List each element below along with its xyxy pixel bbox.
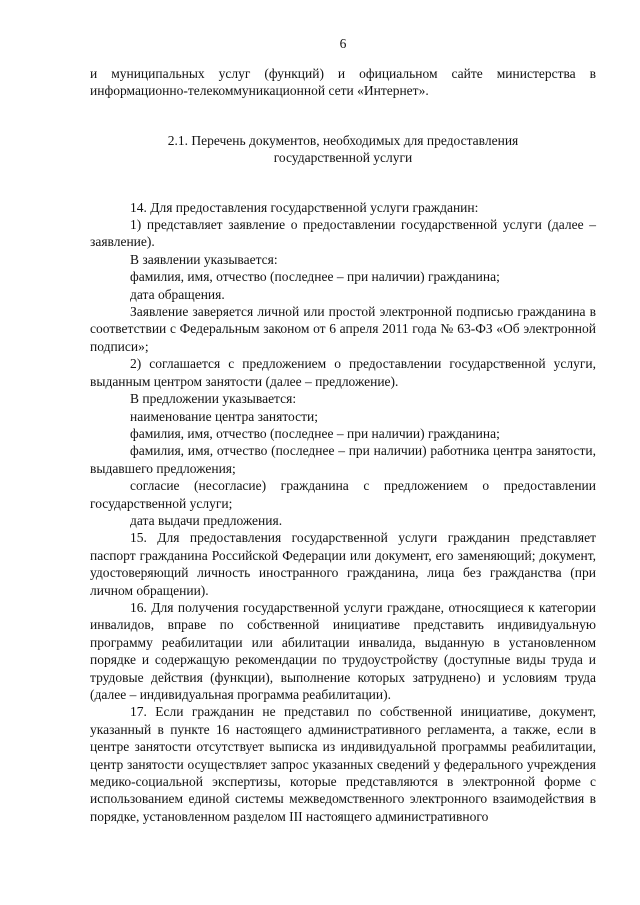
document-page	[90, 0, 596, 905]
paragraph-14: 14. Для предоставления государственной услуги гражданин:	[130, 199, 479, 215]
paragraph-application-date: дата обращения.	[130, 286, 225, 302]
page-number: 6	[339, 36, 347, 51]
paragraph-application-contents: В заявлении указывается:	[130, 251, 278, 267]
paragraph-14-item-2: 2) соглашается с предложением о предоставлении государственной услуги, выданным центром занятости (далее – предложение).	[90, 356, 596, 389]
paragraph-intro: и муниципальных услуг (функций) и официальном сайте министерства в информационно-телекоммуникационной сети «Интернет».	[90, 66, 596, 99]
paragraph-application-name: фамилия, имя, отчество (последнее – при наличии) гражданина;	[130, 269, 500, 285]
paragraph-16: 16. Для получения государственной услуги граждане, относящиеся к категории инвалидов, вправе по собственной инициативе представить индивидуальную программу реабилитации или абилитации инвалида, выданную в установленном порядке и содержащую рекомендации по трудоустройству (доступные виды труда и трудовые действия (функции), выполнение которых затруднено) и условиям труда (далее – индивидуальная программа реабилитации).	[90, 599, 596, 702]
paragraph-offer-center: наименование центра занятости;	[130, 408, 319, 424]
paragraph-offer-date: дата выдачи предложения.	[130, 512, 283, 528]
paragraph-application-signature: Заявление заверяется личной или простой электронной подписью гражданина в соответствии с Федеральным законом от 6 апреля 2011 года № 63-ФЗ «Об электронной подписи»;	[90, 304, 596, 354]
paragraph-offer-employee: фамилия, имя, отчество (последнее – при наличии) работника центра занятости, выдавшего предложения;	[90, 443, 596, 476]
section-heading-line-2: государственной услуги	[273, 150, 413, 166]
section-heading	[90, 132, 596, 167]
paragraph-17: 17. Если гражданин не представил по собственной инициативе, документ, указанный в пункте 16 настоящего административного регламента, а также, если в центре занятости отсутствует выписка из индивидуальной программы реабилитации, центр занятости осуществляет запрос указанных сведений у федерального учреждения медико-социальной экспертизы, которые представляются в электронной форме с использованием единой системы межведомственного электронного взаимодействия в порядке, установленном разделом III настоящего административного	[90, 704, 596, 824]
document-body	[90, 65, 596, 825]
section-heading-line-1: 2.1. Перечень документов, необходимых для предоставления	[167, 132, 519, 148]
paragraph-14-item-1: 1) представляет заявление о предоставлении государственной услуги (далее – заявление).	[90, 217, 596, 250]
paragraph-offer-consent: согласие (несогласие) гражданина с предложением о предоставлении государственной услуги;	[90, 478, 596, 511]
paragraph-offer-contents: В предложении указывается:	[130, 391, 297, 407]
paragraph-offer-citizen: фамилия, имя, отчество (последнее – при наличии) гражданина;	[130, 425, 500, 441]
paragraph-15: 15. Для предоставления государственной услуги гражданин представляет паспорт гражданина Российской Федерации или документ, его заменяющий; документ, удостоверяющий личность иностранного гражданина, лица без гражданства (при личном обращении).	[90, 530, 596, 598]
